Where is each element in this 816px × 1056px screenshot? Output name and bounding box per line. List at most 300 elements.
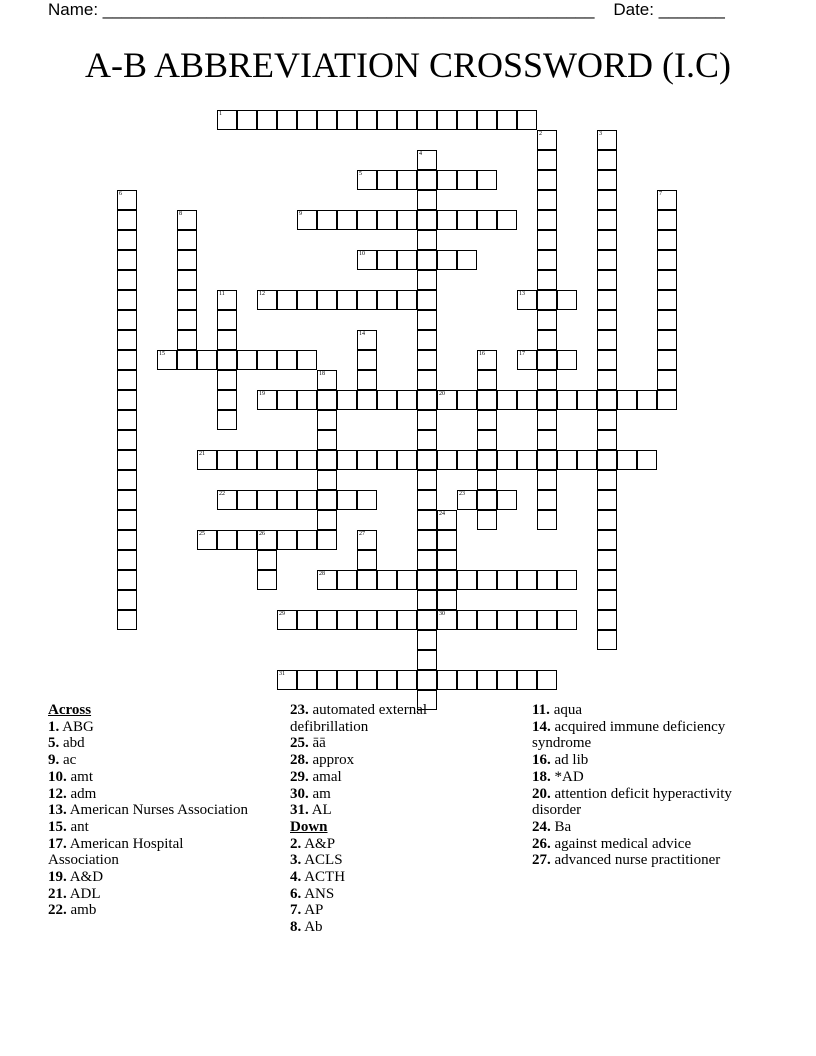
grid-cell[interactable] xyxy=(557,450,577,470)
grid-cell[interactable] xyxy=(497,450,517,470)
grid-cell[interactable] xyxy=(437,110,457,130)
grid-cell[interactable] xyxy=(417,190,437,210)
grid-cell[interactable] xyxy=(317,490,337,510)
grid-cell[interactable] xyxy=(537,170,557,190)
grid-cell[interactable] xyxy=(217,330,237,350)
grid-cell[interactable] xyxy=(397,210,417,230)
grid-cell[interactable] xyxy=(397,170,417,190)
grid-cell[interactable] xyxy=(117,390,137,410)
grid-cell[interactable] xyxy=(517,570,537,590)
grid-cell[interactable] xyxy=(337,610,357,630)
grid-cell[interactable] xyxy=(497,490,517,510)
grid-cell[interactable] xyxy=(597,290,617,310)
grid-cell[interactable] xyxy=(517,670,537,690)
grid-cell[interactable] xyxy=(417,370,437,390)
grid-cell[interactable] xyxy=(597,550,617,570)
grid-cell[interactable] xyxy=(317,450,337,470)
grid-cell[interactable] xyxy=(337,390,357,410)
grid-cell[interactable] xyxy=(277,390,297,410)
grid-cell[interactable] xyxy=(537,610,557,630)
grid-cell[interactable] xyxy=(377,110,397,130)
grid-cell[interactable] xyxy=(417,550,437,570)
grid-cell[interactable] xyxy=(317,530,337,550)
grid-cell[interactable] xyxy=(317,410,337,430)
grid-cell[interactable] xyxy=(377,250,397,270)
date-line[interactable]: _______ xyxy=(658,0,725,19)
grid-cell[interactable] xyxy=(537,130,557,150)
grid-cell[interactable] xyxy=(117,330,137,350)
grid-cell[interactable] xyxy=(317,210,337,230)
grid-cell[interactable] xyxy=(177,230,197,250)
grid-cell[interactable] xyxy=(217,310,237,330)
grid-cell[interactable] xyxy=(537,230,557,250)
grid-cell[interactable] xyxy=(277,110,297,130)
grid-cell[interactable] xyxy=(297,110,317,130)
grid-cell[interactable] xyxy=(437,210,457,230)
grid-cell[interactable] xyxy=(537,150,557,170)
grid-cell[interactable] xyxy=(377,610,397,630)
grid-cell[interactable] xyxy=(457,250,477,270)
grid-cell[interactable] xyxy=(477,490,497,510)
grid-cell[interactable] xyxy=(517,110,537,130)
grid-cell[interactable] xyxy=(597,430,617,450)
grid-cell[interactable] xyxy=(297,670,317,690)
grid-cell[interactable] xyxy=(597,510,617,530)
grid-cell[interactable] xyxy=(457,110,477,130)
grid-cell[interactable] xyxy=(277,610,297,630)
grid-cell[interactable] xyxy=(377,170,397,190)
grid-cell[interactable] xyxy=(357,350,377,370)
grid-cell[interactable] xyxy=(657,230,677,250)
grid-cell[interactable] xyxy=(657,270,677,290)
grid-cell[interactable] xyxy=(477,210,497,230)
grid-cell[interactable] xyxy=(277,450,297,470)
grid-cell[interactable] xyxy=(497,610,517,630)
grid-cell[interactable] xyxy=(237,530,257,550)
grid-cell[interactable] xyxy=(297,390,317,410)
grid-cell[interactable] xyxy=(477,370,497,390)
grid-cell[interactable] xyxy=(357,170,377,190)
grid-cell[interactable] xyxy=(497,110,517,130)
grid-cell[interactable] xyxy=(297,290,317,310)
grid-cell[interactable] xyxy=(457,670,477,690)
grid-cell[interactable] xyxy=(417,330,437,350)
grid-cell[interactable] xyxy=(417,310,437,330)
grid-cell[interactable] xyxy=(117,350,137,370)
grid-cell[interactable] xyxy=(377,570,397,590)
grid-cell[interactable] xyxy=(597,170,617,190)
grid-cell[interactable] xyxy=(117,530,137,550)
grid-cell[interactable] xyxy=(337,570,357,590)
grid-cell[interactable] xyxy=(537,570,557,590)
grid-cell[interactable] xyxy=(537,410,557,430)
grid-cell[interactable] xyxy=(457,570,477,590)
grid-cell[interactable] xyxy=(597,370,617,390)
grid-cell[interactable] xyxy=(297,210,317,230)
grid-cell[interactable] xyxy=(377,390,397,410)
grid-cell[interactable] xyxy=(317,510,337,530)
grid-cell[interactable] xyxy=(317,670,337,690)
grid-cell[interactable] xyxy=(557,390,577,410)
clue-item-number: 17. xyxy=(48,835,67,852)
grid-cell[interactable] xyxy=(337,210,357,230)
grid-cell[interactable] xyxy=(317,570,337,590)
grid-cell[interactable] xyxy=(257,530,277,550)
grid-cell[interactable] xyxy=(277,290,297,310)
grid-cell[interactable] xyxy=(237,350,257,370)
grid-cell[interactable] xyxy=(657,250,677,270)
grid-cell[interactable] xyxy=(117,370,137,390)
grid-cell[interactable] xyxy=(217,450,237,470)
grid-cell[interactable] xyxy=(117,190,137,210)
grid-cell[interactable] xyxy=(357,670,377,690)
grid-cell[interactable] xyxy=(357,370,377,390)
grid-cell[interactable] xyxy=(477,470,497,490)
grid-cell[interactable] xyxy=(597,270,617,290)
grid-cell[interactable] xyxy=(437,550,457,570)
grid-cell[interactable] xyxy=(517,290,537,310)
grid-cell[interactable] xyxy=(557,350,577,370)
grid-cell[interactable] xyxy=(417,210,437,230)
grid-cell[interactable] xyxy=(397,450,417,470)
grid-cell[interactable] xyxy=(257,450,277,470)
grid-cell[interactable] xyxy=(537,450,557,470)
grid-cell[interactable] xyxy=(357,610,377,630)
grid-cell[interactable] xyxy=(317,430,337,450)
grid-cell[interactable] xyxy=(417,530,437,550)
grid-cell[interactable] xyxy=(437,610,457,630)
grid-cell[interactable] xyxy=(117,310,137,330)
grid-cell[interactable] xyxy=(477,110,497,130)
grid-cell[interactable] xyxy=(597,490,617,510)
grid-cell[interactable] xyxy=(397,390,417,410)
grid-cell[interactable] xyxy=(597,350,617,370)
grid-cell[interactable] xyxy=(417,390,437,410)
grid-cell[interactable] xyxy=(157,350,177,370)
grid-cell[interactable] xyxy=(257,110,277,130)
grid-cell[interactable] xyxy=(357,490,377,510)
grid-cell[interactable] xyxy=(437,390,457,410)
grid-cell[interactable] xyxy=(597,450,617,470)
grid-cell[interactable] xyxy=(597,250,617,270)
grid-cell[interactable] xyxy=(297,490,317,510)
grid-cell[interactable] xyxy=(417,110,437,130)
grid-cell[interactable] xyxy=(517,610,537,630)
grid-cell[interactable] xyxy=(417,230,437,250)
grid-cell[interactable] xyxy=(217,290,237,310)
grid-cell[interactable] xyxy=(597,590,617,610)
grid-cell[interactable] xyxy=(117,430,137,450)
grid-cell[interactable] xyxy=(617,450,637,470)
grid-cell[interactable] xyxy=(457,170,477,190)
clue-item-number: 30. xyxy=(290,785,309,802)
grid-cell[interactable] xyxy=(177,270,197,290)
grid-cell[interactable] xyxy=(597,130,617,150)
grid-cell[interactable] xyxy=(537,470,557,490)
grid-cell[interactable] xyxy=(437,450,457,470)
grid-cell[interactable] xyxy=(117,250,137,270)
grid-cell[interactable] xyxy=(257,350,277,370)
grid-cell[interactable] xyxy=(117,590,137,610)
grid-cell[interactable] xyxy=(117,510,137,530)
grid-cell[interactable] xyxy=(377,450,397,470)
grid-cell[interactable] xyxy=(417,470,437,490)
grid-cell[interactable] xyxy=(637,390,657,410)
grid-cell[interactable] xyxy=(417,350,437,370)
grid-cell[interactable] xyxy=(357,570,377,590)
grid-cell[interactable] xyxy=(537,490,557,510)
grid-cell[interactable] xyxy=(417,650,437,670)
grid-cell[interactable] xyxy=(237,490,257,510)
grid-cell[interactable] xyxy=(117,470,137,490)
grid-cell[interactable] xyxy=(177,290,197,310)
grid-cell[interactable] xyxy=(357,550,377,570)
grid-cell[interactable] xyxy=(417,510,437,530)
grid-cell[interactable] xyxy=(117,450,137,470)
grid-cell[interactable] xyxy=(397,610,417,630)
grid-cell[interactable] xyxy=(537,670,557,690)
grid-cell[interactable] xyxy=(217,410,237,430)
grid-cell[interactable] xyxy=(337,670,357,690)
grid-cell[interactable] xyxy=(557,610,577,630)
grid-cell[interactable] xyxy=(217,350,237,370)
grid-cell[interactable] xyxy=(297,610,317,630)
grid-cell[interactable] xyxy=(277,490,297,510)
grid-cell[interactable] xyxy=(457,450,477,470)
grid-cell[interactable] xyxy=(417,290,437,310)
grid-cell[interactable] xyxy=(557,290,577,310)
grid-cell[interactable] xyxy=(537,250,557,270)
grid-cell[interactable] xyxy=(477,390,497,410)
grid-cell[interactable] xyxy=(597,230,617,250)
grid-cell[interactable] xyxy=(597,390,617,410)
grid-cell[interactable] xyxy=(277,530,297,550)
grid-cell[interactable] xyxy=(477,450,497,470)
clue-item-number: 12. xyxy=(48,785,67,802)
grid-cell[interactable] xyxy=(477,350,497,370)
grid-cell[interactable] xyxy=(117,490,137,510)
grid-cell[interactable] xyxy=(657,350,677,370)
grid-cell[interactable] xyxy=(477,170,497,190)
grid-cell[interactable] xyxy=(537,510,557,530)
grid-cell[interactable] xyxy=(537,190,557,210)
grid-cell[interactable] xyxy=(317,470,337,490)
grid-cell[interactable] xyxy=(637,450,657,470)
grid-cell[interactable] xyxy=(357,530,377,550)
grid-cell[interactable] xyxy=(537,210,557,230)
grid-cell[interactable] xyxy=(417,590,437,610)
grid-cell[interactable] xyxy=(597,630,617,650)
grid-cell[interactable] xyxy=(457,390,477,410)
name-line[interactable]: ____________________________________________________ xyxy=(102,0,595,19)
grid-cell[interactable] xyxy=(477,410,497,430)
grid-cell[interactable] xyxy=(217,490,237,510)
grid-cell[interactable] xyxy=(257,570,277,590)
grid-cell[interactable] xyxy=(217,390,237,410)
grid-cell[interactable] xyxy=(117,550,137,570)
grid-cell[interactable] xyxy=(537,390,557,410)
grid-cell[interactable] xyxy=(437,250,457,270)
grid-cell[interactable] xyxy=(577,390,597,410)
grid-cell[interactable] xyxy=(397,290,417,310)
grid-cell[interactable] xyxy=(417,430,437,450)
grid-cell[interactable] xyxy=(537,270,557,290)
grid-cell[interactable] xyxy=(117,290,137,310)
grid-cell[interactable] xyxy=(317,390,337,410)
grid-cell[interactable] xyxy=(197,350,217,370)
grid-cell[interactable] xyxy=(257,490,277,510)
grid-cell[interactable] xyxy=(217,370,237,390)
grid-cell[interactable] xyxy=(537,290,557,310)
grid-cell[interactable] xyxy=(417,170,437,190)
grid-cell[interactable] xyxy=(437,510,457,530)
grid-cell[interactable] xyxy=(277,670,297,690)
grid-cell[interactable] xyxy=(477,510,497,530)
grid-cell[interactable] xyxy=(297,350,317,370)
grid-cell[interactable] xyxy=(117,410,137,430)
grid-cell[interactable] xyxy=(657,390,677,410)
grid-cell[interactable] xyxy=(417,610,437,630)
grid-cell[interactable] xyxy=(317,610,337,630)
grid-cell[interactable] xyxy=(177,310,197,330)
grid-cell[interactable] xyxy=(657,210,677,230)
grid-cell[interactable] xyxy=(357,210,377,230)
grid-cell[interactable] xyxy=(197,450,217,470)
grid-cell[interactable] xyxy=(477,570,497,590)
grid-cell[interactable] xyxy=(397,250,417,270)
grid-cell[interactable] xyxy=(237,110,257,130)
grid-cell[interactable] xyxy=(457,490,477,510)
grid-cell[interactable] xyxy=(357,390,377,410)
grid-cell[interactable] xyxy=(557,570,577,590)
grid-cell[interactable] xyxy=(597,570,617,590)
grid-cell[interactable] xyxy=(417,410,437,430)
grid-cell[interactable] xyxy=(217,530,237,550)
grid-cell[interactable] xyxy=(357,250,377,270)
grid-cell[interactable] xyxy=(357,450,377,470)
clue-item xyxy=(48,819,248,836)
grid-cell[interactable] xyxy=(377,670,397,690)
grid-cell[interactable] xyxy=(117,610,137,630)
grid-cell[interactable] xyxy=(477,610,497,630)
grid-cell[interactable] xyxy=(337,110,357,130)
grid-cell[interactable] xyxy=(437,170,457,190)
grid-cell[interactable] xyxy=(197,530,217,550)
grid-cell[interactable] xyxy=(177,250,197,270)
grid-cell[interactable] xyxy=(537,330,557,350)
clue-item-number: 6. xyxy=(290,885,302,902)
grid-cell[interactable] xyxy=(417,250,437,270)
grid-cell[interactable] xyxy=(257,390,277,410)
grid-cell[interactable] xyxy=(297,530,317,550)
grid-cell[interactable] xyxy=(597,190,617,210)
grid-cell[interactable] xyxy=(657,290,677,310)
grid-cell[interactable] xyxy=(517,390,537,410)
grid-cell[interactable] xyxy=(577,450,597,470)
grid-cell[interactable] xyxy=(537,350,557,370)
grid-cell[interactable] xyxy=(417,630,437,650)
grid-cell[interactable] xyxy=(257,550,277,570)
grid-cell[interactable] xyxy=(517,450,537,470)
grid-cell[interactable] xyxy=(177,330,197,350)
grid-cell[interactable] xyxy=(537,310,557,330)
grid-cell[interactable] xyxy=(597,610,617,630)
grid-cell[interactable] xyxy=(177,350,197,370)
grid-cell[interactable] xyxy=(317,110,337,130)
grid-cell[interactable] xyxy=(417,270,437,290)
grid-cell[interactable] xyxy=(497,210,517,230)
grid-cell[interactable] xyxy=(117,210,137,230)
clue-item-number: 5. xyxy=(48,735,60,752)
grid-cell[interactable] xyxy=(657,310,677,330)
grid-cell[interactable] xyxy=(597,330,617,350)
grid-cell[interactable] xyxy=(537,430,557,450)
grid-cell[interactable] xyxy=(657,330,677,350)
grid-cell[interactable] xyxy=(297,450,317,470)
grid-cell[interactable] xyxy=(497,390,517,410)
grid-cell[interactable] xyxy=(117,270,137,290)
grid-cell[interactable] xyxy=(517,350,537,370)
grid-cell[interactable] xyxy=(497,670,517,690)
grid-cell[interactable] xyxy=(537,370,557,390)
grid-cell[interactable] xyxy=(397,110,417,130)
grid-cell[interactable] xyxy=(417,150,437,170)
grid-cell[interactable] xyxy=(317,290,337,310)
grid-cell[interactable] xyxy=(357,330,377,350)
grid-cell[interactable] xyxy=(437,570,457,590)
grid-cell[interactable] xyxy=(357,110,377,130)
grid-cell[interactable] xyxy=(597,470,617,490)
grid-cell[interactable] xyxy=(117,570,137,590)
grid-cell[interactable] xyxy=(657,190,677,210)
grid-cell[interactable] xyxy=(337,290,357,310)
grid-cell[interactable] xyxy=(497,570,517,590)
grid-cell[interactable] xyxy=(437,590,457,610)
grid-cell[interactable] xyxy=(597,210,617,230)
grid-cell[interactable] xyxy=(597,310,617,330)
grid-cell[interactable] xyxy=(597,150,617,170)
grid-cell[interactable] xyxy=(317,370,337,390)
grid-cell[interactable] xyxy=(377,210,397,230)
grid-cell[interactable] xyxy=(377,290,397,310)
grid-cell[interactable] xyxy=(597,530,617,550)
grid-cell[interactable] xyxy=(417,570,437,590)
grid-cell[interactable] xyxy=(257,290,277,310)
grid-cell[interactable] xyxy=(457,210,477,230)
grid-cell[interactable] xyxy=(277,350,297,370)
grid-cell[interactable] xyxy=(217,110,237,130)
grid-cell[interactable] xyxy=(237,450,257,470)
grid-cell[interactable] xyxy=(397,570,417,590)
grid-cell[interactable] xyxy=(117,230,137,250)
grid-cell[interactable] xyxy=(417,670,437,690)
grid-cell[interactable] xyxy=(457,610,477,630)
grid-cell[interactable] xyxy=(437,530,457,550)
grid-cell[interactable] xyxy=(477,430,497,450)
grid-cell[interactable] xyxy=(337,450,357,470)
grid-cell[interactable] xyxy=(617,390,637,410)
grid-cell[interactable] xyxy=(397,670,417,690)
grid-cell[interactable] xyxy=(597,410,617,430)
grid-cell[interactable] xyxy=(337,490,357,510)
grid-cell[interactable] xyxy=(357,290,377,310)
grid-cell[interactable] xyxy=(657,370,677,390)
grid-cell[interactable] xyxy=(477,670,497,690)
grid-cell[interactable] xyxy=(437,670,457,690)
grid-cell[interactable] xyxy=(417,450,437,470)
grid-cell[interactable] xyxy=(177,210,197,230)
grid-cell[interactable] xyxy=(417,490,437,510)
